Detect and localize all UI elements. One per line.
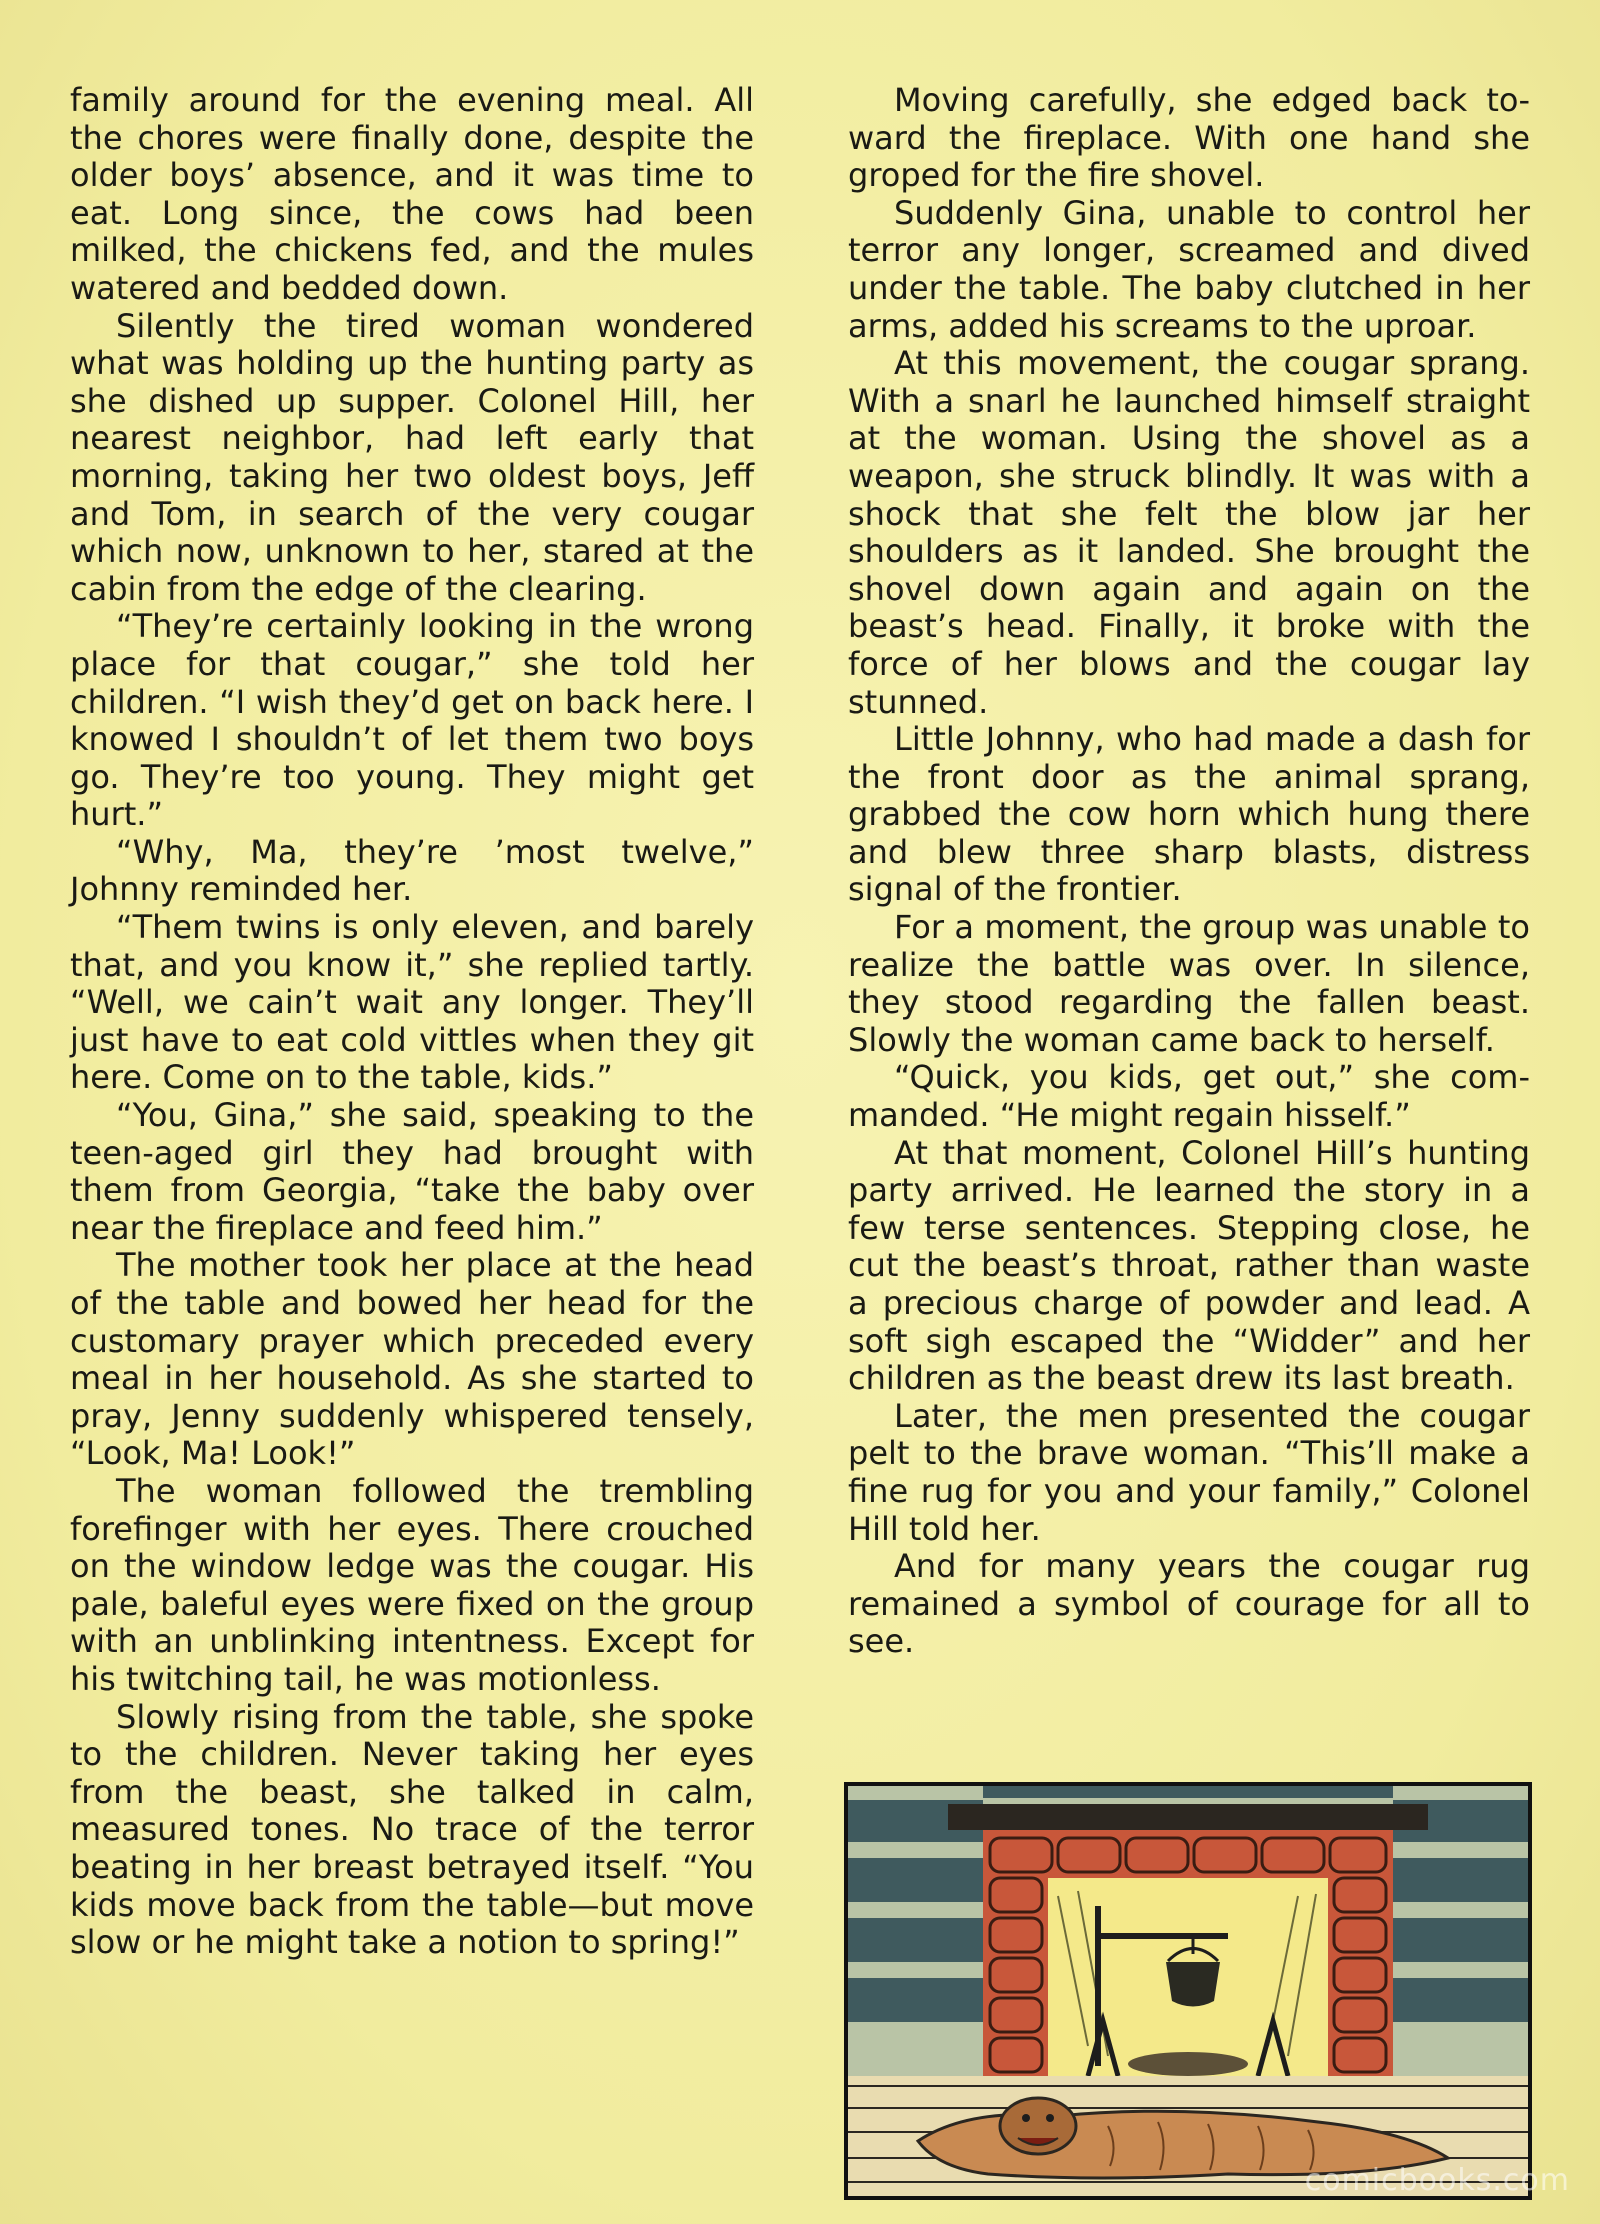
paragraph: “They’re certainly looking in the wrong place for that cougar,” she told her children. “I wish they’d get on back here. I knowed I shouldn’t of let them two boys go. They’re too young. They might get hurt.” xyxy=(70,607,754,834)
watermark: comicbooks.com xyxy=(1304,2163,1570,2198)
paragraph: And for many years the cougar rug remained a symbol of courage for all to see. xyxy=(848,1547,1530,1661)
mantel-shelf xyxy=(948,1804,1428,1830)
cooking-pot xyxy=(1166,1962,1220,2007)
text-column-right xyxy=(848,82,1530,1661)
fireplace-cougar-rug-illustration xyxy=(844,1782,1532,2200)
paragraph: Little Johnny, who had made a dash for the front door as the animal sprang, grabbed the cow horn which hung there and blew three sharp blasts, distress signal of the frontier. xyxy=(848,720,1530,909)
cougar-eye xyxy=(1046,2114,1054,2122)
paragraph: At this movement, the cougar sprang. With a snarl he launched himself straight at the woman. Using the shovel as a weapon, she struck blindly. It was with a shock that she felt the blow jar her shoulders as it landed. She brought the shovel down again and again on the beast’s head. Finally, it broke with the force of her blows and the cougar lay stunned. xyxy=(848,344,1530,721)
text-column-left xyxy=(70,82,754,1962)
paragraph: Silently the tired woman wondered what was holding up the hunting party as she dished up supper. Colonel Hill, her nearest neighbor, had left early that morning, taking her two oldest boys, Jeff and Tom, in search of the very cougar which now, unknown to her, stared at the cabin from the edge of the clearing. xyxy=(70,306,754,608)
paragraph: The mother took her place at the head of the table and bowed her head for the customary prayer which preceded every meal in her household. As she started to pray, Jenny suddenly whispered tensely, “Look, Ma! Look!” xyxy=(70,1246,754,1473)
paragraph: “Why, Ma, they’re ’most twelve,” Johnny reminded her. xyxy=(70,832,754,909)
fireplace-illustration-art xyxy=(848,1786,1528,2196)
paragraph: The woman followed the trembling forefinger with her eyes. There crouched on the window ledge was the cougar. His pale, baleful eyes were fixed on the group with an unblinking intentness. Except for his twitching tail, he was motionless. xyxy=(70,1471,754,1698)
paragraph: family around for the evening meal. All the chores were finally done, despite the older boys’ absence, and it was time to eat. Long since, the cows had been milked, the chickens fed, and the mules watered and bedded down. xyxy=(70,81,754,307)
ashes xyxy=(1128,2052,1248,2076)
paragraph: For a moment, the group was unable to realize the battle was over. In silence, they stood regarding the fallen beast. Slowly the woman came back to herself. xyxy=(848,908,1530,1059)
paragraph: At that moment, Colonel Hill’s hunting party arrived. He learned the story in a few terse sentences. Stepping close, he cut the beast’s throat, rather than waste a precious charge of powder and lead. A soft sigh escaped the “Widder” and her children as the beast drew its last breath. xyxy=(848,1133,1530,1398)
paragraph: “You, Gina,” she said, speaking to the teen-aged girl they had brought with them from Georgia, “take the baby over near the fireplace and feed him.” xyxy=(70,1096,754,1247)
paragraph: “Them twins is only eleven, and barely that, and you know it,” she replied tartly. “Well, we cain’t wait any longer. They’ll just have to eat cold vittles when they git here. Come on to the table, kids.” xyxy=(70,908,754,1097)
cougar-eye xyxy=(1022,2114,1030,2122)
paragraph: Later, the men presented the cougar pelt to the brave woman. “This’ll make a fine rug for you and your family,” Colonel Hill told her. xyxy=(848,1396,1530,1548)
paragraph: Suddenly Gina, unable to control her terror any longer, screamed and dived under the table. The baby clutched in her arms, added his screams to the uproar. xyxy=(848,193,1530,345)
paragraph: Moving carefully, she edged back toward the fireplace. With one hand she groped for the fire shovel. xyxy=(848,81,1530,195)
paragraph: Slowly rising from the table, she spoke to the children. Never taking her eyes from the beast, she talked in calm, measured tones. No trace of the terror beating in her breast betrayed itself. “You kids move back from the table—but move slow or he might take a notion to spring!” xyxy=(70,1697,754,1962)
paragraph: “Quick, you kids, get out,” she commanded. “He might regain hisself.” xyxy=(848,1058,1530,1135)
